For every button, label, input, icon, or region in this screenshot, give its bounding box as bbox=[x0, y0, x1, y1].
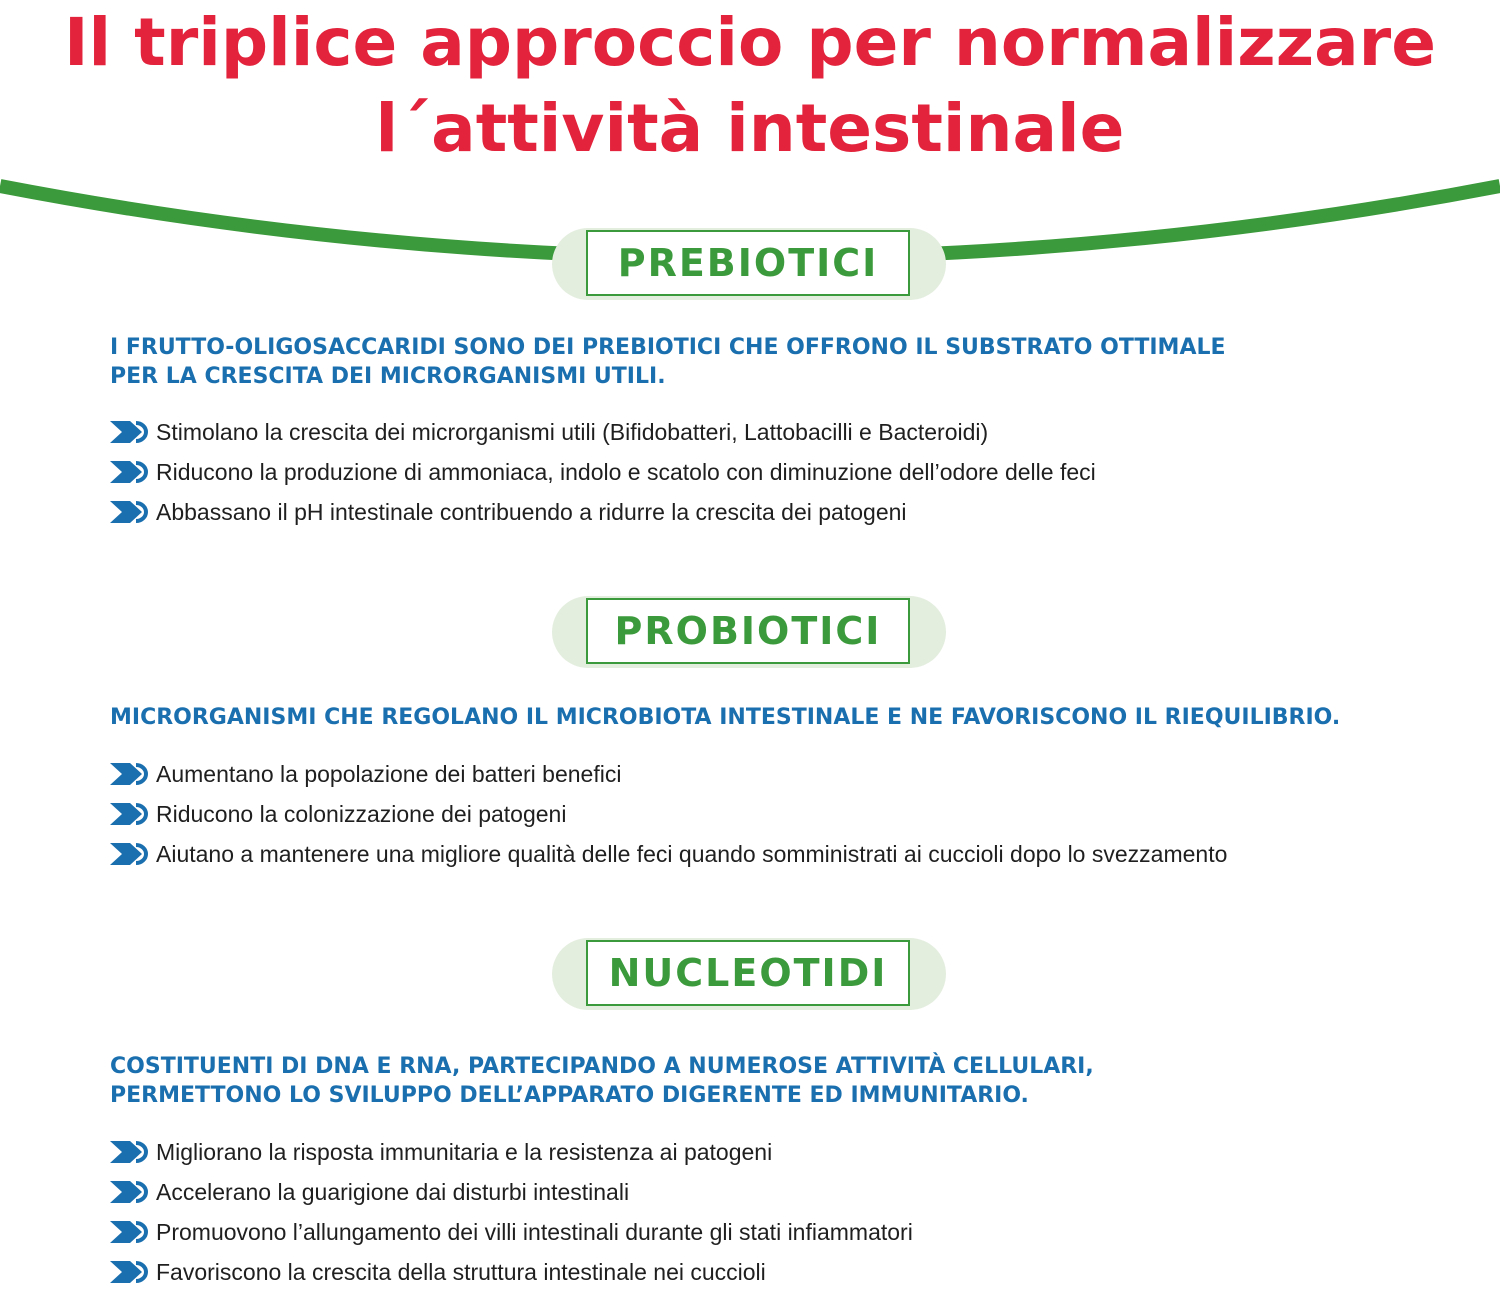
blue-chevron-arrow-icon bbox=[108, 1139, 152, 1165]
bullet-text: Aumentano la popolazione dei batteri benefici bbox=[156, 760, 622, 787]
blue-chevron-arrow-icon bbox=[108, 499, 152, 525]
page-title-line-2: l´attività intestinale bbox=[375, 90, 1125, 167]
bullet-text: Favoriscono la crescita della struttura intestinale nei cuccioli bbox=[156, 1258, 766, 1285]
list-item bbox=[108, 1212, 913, 1252]
bullet-list-probiotici bbox=[108, 754, 1227, 874]
bullet-list-nucleotidi bbox=[108, 1132, 913, 1292]
lead-line: PER LA CRESCITA DEI MICRORGANISMI UTILI. bbox=[110, 364, 666, 389]
lead-line: I FRUTTO-OLIGOSACCARIDI SONO DEI PREBIOTICI CHE OFFRONO IL SUBSTRATO OTTIMALE bbox=[110, 335, 1226, 360]
section-header-box bbox=[586, 598, 910, 664]
bullet-text: Riducono la produzione di ammoniaca, indolo e scatolo con diminuzione dell’odore delle feci bbox=[156, 458, 1096, 485]
bullet-text: Riducono la colonizzazione dei patogeni bbox=[156, 800, 567, 827]
bullet-text: Promuovono l’allungamento dei villi intestinali durante gli stati infiammatori bbox=[156, 1218, 913, 1245]
bullet-text: Stimolano la crescita dei microrganismi utili (Bifidobatteri, Lattobacilli e Bacteroidi) bbox=[156, 418, 989, 445]
bullet-text: Migliorano la risposta immunitaria e la resistenza ai patogeni bbox=[156, 1138, 773, 1165]
section-header-box bbox=[586, 940, 910, 1006]
section-lead-probiotici bbox=[110, 703, 1410, 732]
blue-chevron-arrow-icon bbox=[108, 841, 152, 867]
list-item bbox=[108, 452, 1096, 492]
section-label-prebiotici: PREBIOTICI bbox=[617, 241, 879, 285]
section-label-nucleotidi: NUCLEOTIDI bbox=[608, 951, 888, 995]
bullet-text: Abbassano il pH intestinale contribuendo a ridurre la crescita dei patogeni bbox=[156, 498, 907, 525]
section-header-prebiotici bbox=[552, 228, 946, 300]
blue-chevron-arrow-icon bbox=[108, 761, 152, 787]
blue-chevron-arrow-icon bbox=[108, 1179, 152, 1205]
bullet-text: Aiutano a mantenere una migliore qualità delle feci quando somministrati ai cuccioli dopo lo svezzamento bbox=[156, 840, 1228, 867]
section-header-probiotici bbox=[552, 596, 946, 668]
page-title bbox=[0, 0, 1500, 172]
lead-line: MICRORGANISMI CHE REGOLANO IL MICROBIOTA INTESTINALE E NE FAVORISCONO IL RIEQUILIBRIO. bbox=[110, 705, 1341, 730]
list-item bbox=[108, 1252, 913, 1292]
lead-line: PERMETTONO LO SVILUPPO DELL’APPARATO DIGERENTE ED IMMUNITARIO. bbox=[110, 1083, 1029, 1108]
list-item bbox=[108, 1132, 913, 1172]
list-item bbox=[108, 794, 1227, 834]
page-title-line-1: Il triplice approccio per normalizzare bbox=[64, 4, 1436, 81]
blue-chevron-arrow-icon bbox=[108, 419, 152, 445]
bullet-text: Accelerano la guarigione dai disturbi intestinali bbox=[156, 1178, 630, 1205]
section-header-box bbox=[586, 230, 910, 296]
section-lead-prebiotici bbox=[110, 333, 1410, 391]
blue-chevron-arrow-icon bbox=[108, 801, 152, 827]
list-item bbox=[108, 754, 1227, 794]
blue-chevron-arrow-icon bbox=[108, 459, 152, 485]
list-item bbox=[108, 1172, 913, 1212]
list-item bbox=[108, 492, 1096, 532]
list-item bbox=[108, 834, 1227, 874]
lead-line: COSTITUENTI DI DNA E RNA, PARTECIPANDO A NUMEROSE ATTIVITÀ CELLULARI, bbox=[110, 1054, 1094, 1079]
blue-chevron-arrow-icon bbox=[108, 1219, 152, 1245]
section-label-probiotici: PROBIOTICI bbox=[614, 609, 882, 653]
bullet-list-prebiotici bbox=[108, 412, 1096, 532]
blue-chevron-arrow-icon bbox=[108, 1259, 152, 1285]
list-item bbox=[108, 412, 1096, 452]
section-header-nucleotidi bbox=[552, 938, 946, 1010]
section-lead-nucleotidi bbox=[110, 1052, 1410, 1110]
